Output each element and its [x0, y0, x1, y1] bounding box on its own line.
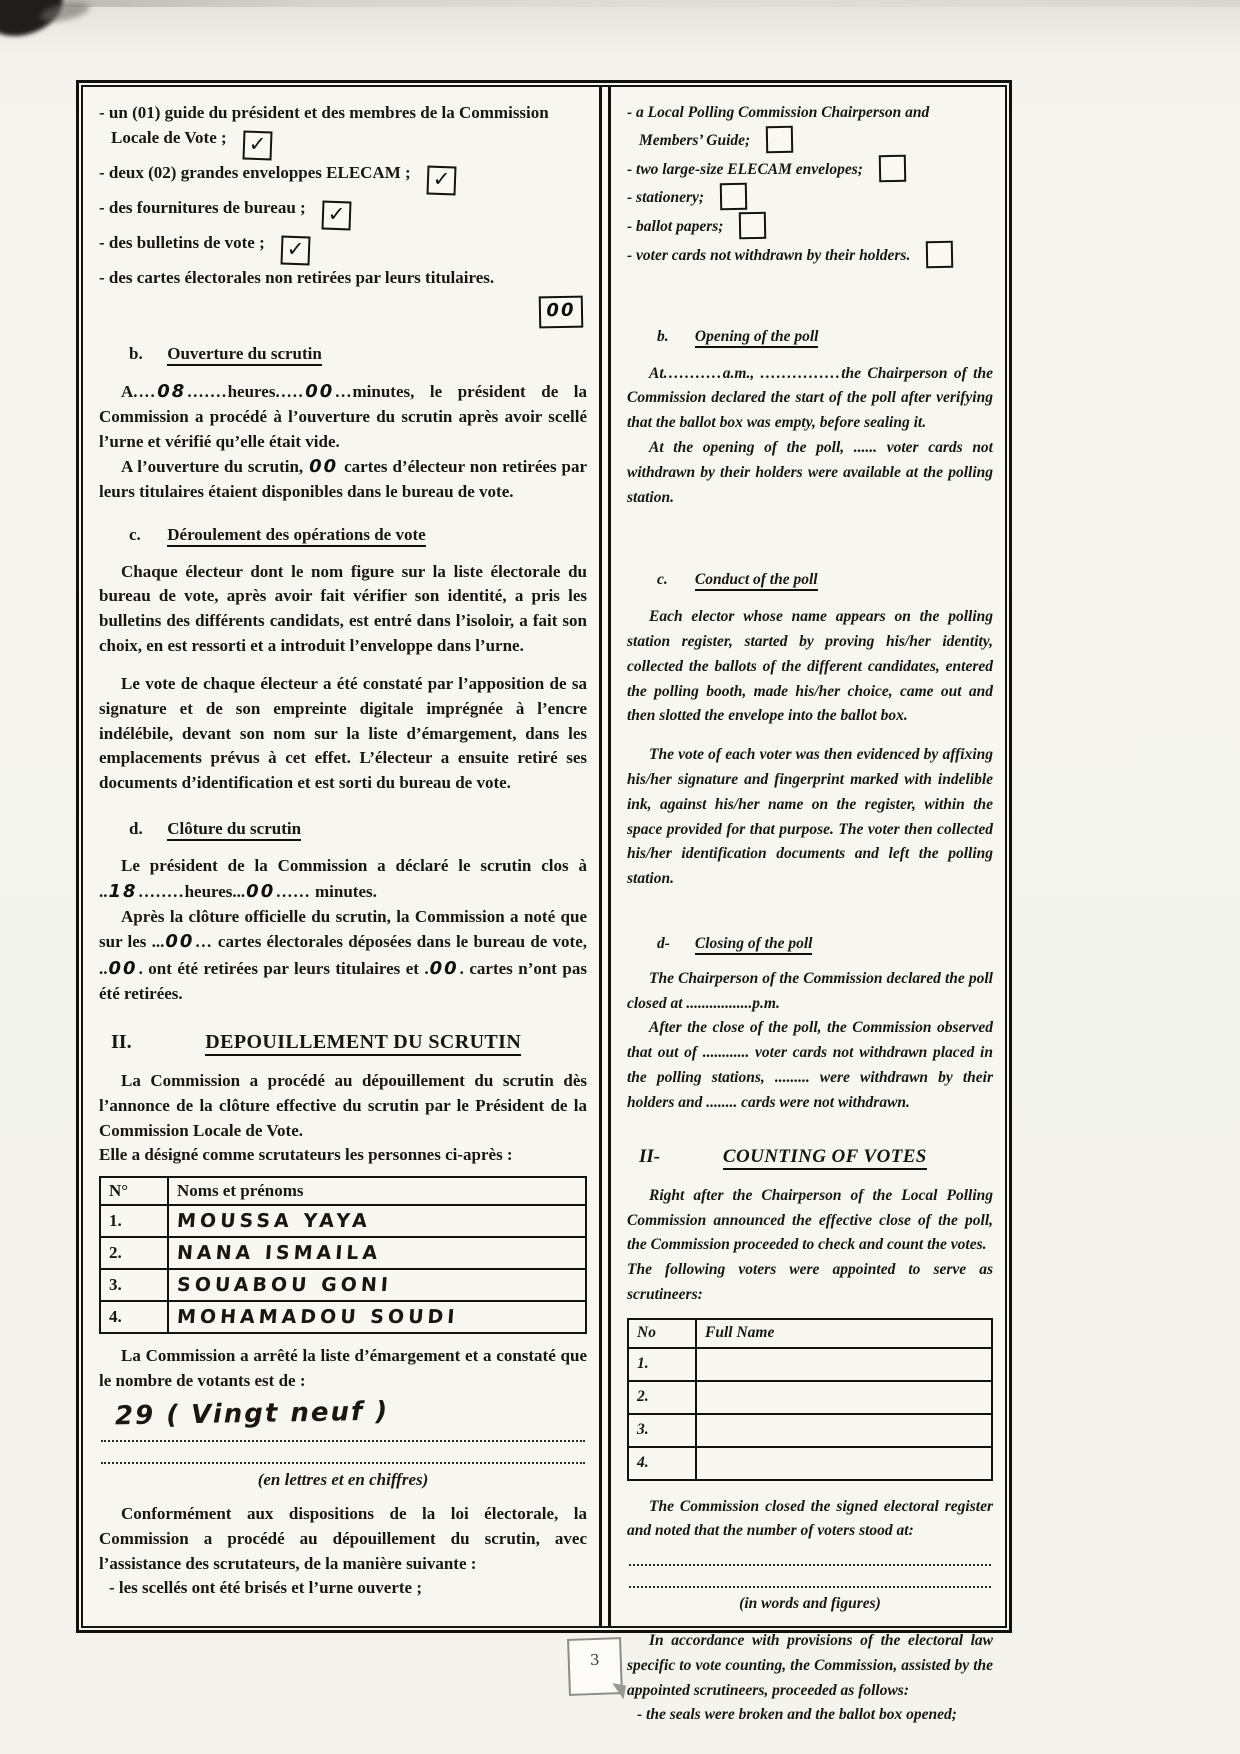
paragraph-fr-voters-count: La Commission a arrêté la liste d’émargement et a constaté que le nombre de votants est de :	[99, 1346, 587, 1391]
handwritten-voters-count: 29 ( Vingt neuf )	[114, 1396, 390, 1432]
french-column	[83, 87, 599, 1626]
section-heading-opening-of-poll	[657, 325, 993, 350]
checkmark: ✓	[327, 201, 346, 226]
checkbox	[926, 241, 953, 268]
section-heading-deroulement	[129, 523, 587, 548]
handwritten-name: MOUSSA YAYA	[176, 1209, 372, 1232]
scrutineer-name-cell	[696, 1381, 992, 1414]
table-header-row	[100, 1177, 586, 1206]
paragraph-fr-closing-2: Après la clôture officielle du scrutin, la Commission a noté que sur les ...00... cartes électorales déposées dans le bureau de vote, ..00. ont été retirées par leurs titulaires et .00. cartes n’ont pas été retirées.	[99, 906, 587, 1003]
scrutineer-name-cell	[168, 1301, 586, 1333]
section-label: c.	[129, 525, 141, 545]
paragraph-fr-conduct-2: Le vote de chaque électeur a été constaté par l’apposition de sa signature et de son empreinte digitale imprégnée à l’encre indélébile, devant son nom sur la liste d’émargement, dans les emplacements prévus à cet effet. L’électeur a ensuite retiré ses documents d’identification et est sorti du bureau de vote.	[99, 674, 587, 792]
checklist-item-text: - des fournitures de bureau ;	[99, 197, 306, 217]
page-number: 3	[589, 1650, 600, 1670]
checklist-item	[99, 231, 587, 265]
caption-words-figures-fr: (en lettres et en chiffres)	[257, 1469, 429, 1489]
paragraph-en-conduct-2: The vote of each voter was then evidenced by affixing his/her signature and fingerprint marked with indelible ink, against his/her name on the register, within the space provided for that purpose. The voter then collected his/her identification documents and left the polling station.	[627, 746, 993, 888]
table-row	[100, 1301, 586, 1333]
checklist-item	[99, 101, 587, 160]
handwritten-name: NANA ISMAILA	[176, 1241, 382, 1264]
scrutineer-name-cell	[168, 1205, 586, 1237]
table-header-row	[628, 1319, 992, 1348]
checkbox	[739, 212, 766, 239]
row-number: 4.	[628, 1447, 696, 1480]
supplies-checklist-fr	[99, 101, 587, 328]
english-column	[611, 87, 1005, 1724]
paragraph-en-procedure: In accordance with provisions of the electoral law specific to vote counting, the Commission, assisted by the appointed scrutineers, proceeded as follows:	[627, 1632, 993, 1699]
dotted-fill-line	[101, 1442, 585, 1464]
table-row	[100, 1269, 586, 1301]
handwritten-value: 00	[546, 300, 576, 322]
paragraph-fr-counting-2: Elle a désigné comme scrutateurs les personnes ci-après :	[99, 1145, 513, 1165]
checkbox	[242, 130, 272, 160]
checkmark: ✓	[248, 131, 267, 156]
scrutineer-name-cell	[168, 1237, 586, 1269]
paragraph-en-closing-1: The Chairperson of the Commission declared the poll closed at .................p.m.	[627, 969, 993, 1012]
section-heading-cloture	[129, 817, 587, 842]
checklist-item	[99, 161, 587, 195]
checklist-item-text: - stationery;	[627, 189, 705, 207]
bullet-fr-seals-broken: - les scellés ont été brisés et l’urne ouverte ;	[109, 1578, 422, 1598]
column-header-full-name: Full Name	[696, 1319, 992, 1348]
table-row	[628, 1348, 992, 1381]
scrutineers-table-fr	[99, 1176, 587, 1335]
section-title: Clôture du scrutin	[167, 819, 301, 841]
dotted-fill-line	[629, 1566, 991, 1588]
section-label: d-	[657, 934, 670, 952]
paragraph-fr-closing-1: Le président de la Commission a déclaré le scrutin clos à ..18........heures...00...... minutes.	[99, 856, 587, 902]
caption-words-figures-en: (in words and figures)	[739, 1595, 881, 1613]
paragraph-fr-counting-1: La Commission a procédé au dépouillement du scrutin dès l’annonce de la clôture effective du scrutin par le Président de la Commission Locale de Vote.	[99, 1071, 587, 1140]
paragraph-fr-procedure: Conformément aux dispositions de la loi électorale, la Commission a procédé au dépouillement du scrutin, avec l’assistance des scrutateurs, de la manière suivante :	[99, 1504, 587, 1573]
table-row	[100, 1205, 586, 1237]
checklist-item	[627, 212, 993, 240]
checkbox	[766, 126, 793, 153]
voters-count-handwritten-line	[101, 1396, 585, 1442]
paragraph-fr-conduct-1: Chaque électeur dont le nom figure sur la liste électorale du bureau de vote, après avoir fait vérifier son identité, a pris les bulletins des différents candidats, est entré dans l’isoloir, a fait son choix, en est ressorti et a introduit l’enveloppe dans l’urne.	[99, 561, 587, 655]
dotted-fill-line	[629, 1544, 991, 1566]
section-heading-conduct-of-poll	[657, 568, 993, 593]
section-heading-ouverture-du-scrutin	[129, 342, 587, 367]
paragraph-en-closing-2: After the close of the poll, the Commission observed that out of ............ voter cards not withdrawn placed in the polling stations, ......... were withdrawn by their holders and ........ cards were not withdrawn.	[627, 1019, 993, 1111]
table-row	[628, 1381, 992, 1414]
column-header-no: N°	[100, 1177, 168, 1206]
section-label: c.	[657, 571, 668, 589]
row-number: 3.	[628, 1414, 696, 1447]
checkbox	[321, 200, 351, 230]
scrutineer-name-cell	[696, 1414, 992, 1447]
paragraph-en-opening-1: At...........a.m., ...............the Chairperson of the Commission declared the start of the poll after verifying that the ballot box was empty, before sealing it.	[627, 364, 993, 432]
checklist-item	[627, 155, 993, 183]
scanner-edge-artifact	[0, 0, 1240, 7]
table-row	[100, 1237, 586, 1269]
checklist-item-text: - un (01) guide du président et des membres de la Commission Locale de Vote ;	[99, 103, 549, 147]
section-label: II-	[639, 1145, 661, 1167]
section-heading-depouillement	[111, 1028, 587, 1057]
row-number: 4.	[100, 1301, 168, 1333]
section-label: II.	[111, 1031, 132, 1054]
handwritten-name: SOUABOU GONI	[176, 1273, 393, 1296]
checklist-item-text: - a Local Polling Commission Chairperson and Members’ Guide;	[627, 104, 930, 149]
handwritten-name: MOHAMADOU SOUDI	[176, 1305, 460, 1328]
checklist-item-text: - voter cards not withdrawn by their holders.	[627, 246, 911, 264]
section-title: COUNTING OF VOTES	[723, 1146, 927, 1170]
checklist-item	[99, 266, 587, 291]
bullet-en-seals-broken: - the seals were broken and the ballot box opened;	[637, 1706, 957, 1724]
checkbox	[426, 165, 456, 195]
table-row	[628, 1414, 992, 1447]
column-header-no: No	[628, 1319, 696, 1348]
row-number: 1.	[628, 1348, 696, 1381]
scrutineers-table-en	[627, 1318, 993, 1481]
supplies-checklist-en	[627, 101, 993, 269]
scrutineer-name-cell	[696, 1447, 992, 1480]
paragraph-fr-opening-2: A l’ouverture du scrutin, 00 cartes d’électeur non retirées par leurs titulaires étaient disponibles dans le bureau de vote.	[99, 456, 588, 502]
paragraph-en-counting-2: The following voters were appointed to serve as scrutineers:	[627, 1261, 993, 1304]
scrutineer-name-cell	[168, 1269, 586, 1301]
checklist-item	[627, 183, 993, 211]
section-title: Conduct of the poll	[695, 571, 818, 591]
section-heading-closing-of-poll	[657, 932, 993, 957]
column-header-names: Noms et prénoms	[168, 1177, 586, 1206]
paragraph-fr-opening-1: A....08.......heures.....00...minutes, le président de la Commission a procédé à l’ouverture du scrutin après avoir scellé l’urne et vérifié qu’elle était vide.	[99, 380, 587, 451]
uncollected-cards-count-box	[539, 296, 584, 329]
checklist-item-text: - des cartes électorales non retirées par leurs titulaires.	[99, 267, 495, 287]
paragraph-en-counting-1: Right after the Chairperson of the Local Polling Commission announced the effective close of the poll, the Commission proceeded to check and count the votes.	[627, 1186, 993, 1254]
document-frame	[76, 80, 1012, 1724]
checklist-item	[627, 241, 993, 269]
checklist-item	[627, 101, 993, 154]
row-number: 1.	[100, 1205, 168, 1237]
section-label: d.	[129, 819, 143, 839]
section-title: Ouverture du scrutin	[167, 344, 322, 366]
checklist-item-text: - ballot papers;	[627, 218, 724, 236]
paragraph-en-register-closed: The Commission closed the signed electoral register and noted that the number of voters stood at:	[627, 1497, 993, 1540]
uncollected-cards-count-row	[99, 296, 583, 328]
column-divider	[599, 87, 611, 1626]
section-title: Opening of the poll	[695, 328, 819, 348]
paragraph-en-conduct-1: Each elector whose name appears on the polling station register, started by proving his/her identity, collected the ballots of the different candidates, entered the polling booth, made his/her choice, came out and then slotted the envelope into the ballot box.	[627, 608, 993, 725]
section-heading-counting-of-votes	[639, 1142, 993, 1172]
page-number-box	[567, 1637, 623, 1696]
section-label: b.	[129, 344, 143, 364]
checklist-item	[99, 196, 587, 230]
row-number: 2.	[628, 1381, 696, 1414]
section-title: Closing of the poll	[695, 935, 813, 955]
row-number: 3.	[100, 1269, 168, 1301]
checkbox	[281, 235, 311, 265]
section-label: b.	[657, 327, 669, 345]
checklist-item-text: - deux (02) grandes enveloppes ELECAM ;	[99, 162, 411, 182]
section-title: Déroulement des opérations de vote	[167, 525, 425, 547]
checkmark: ✓	[432, 166, 451, 191]
document-frame-inner	[81, 85, 1007, 1724]
row-number: 2.	[100, 1237, 168, 1269]
table-row	[628, 1447, 992, 1480]
checkbox	[879, 154, 906, 181]
section-title: DEPOUILLEMENT DU SCRUTIN	[205, 1031, 521, 1056]
scrutineer-name-cell	[696, 1348, 992, 1381]
paragraph-en-opening-2: At the opening of the poll, ...... voter cards not withdrawn by their holders were available at the polling station.	[627, 438, 993, 506]
checklist-item-text: - two large-size ELECAM envelopes;	[627, 160, 863, 178]
checklist-item-text: - des bulletins de vote ;	[99, 232, 265, 252]
checkbox	[720, 183, 747, 210]
checkmark: ✓	[286, 236, 305, 261]
